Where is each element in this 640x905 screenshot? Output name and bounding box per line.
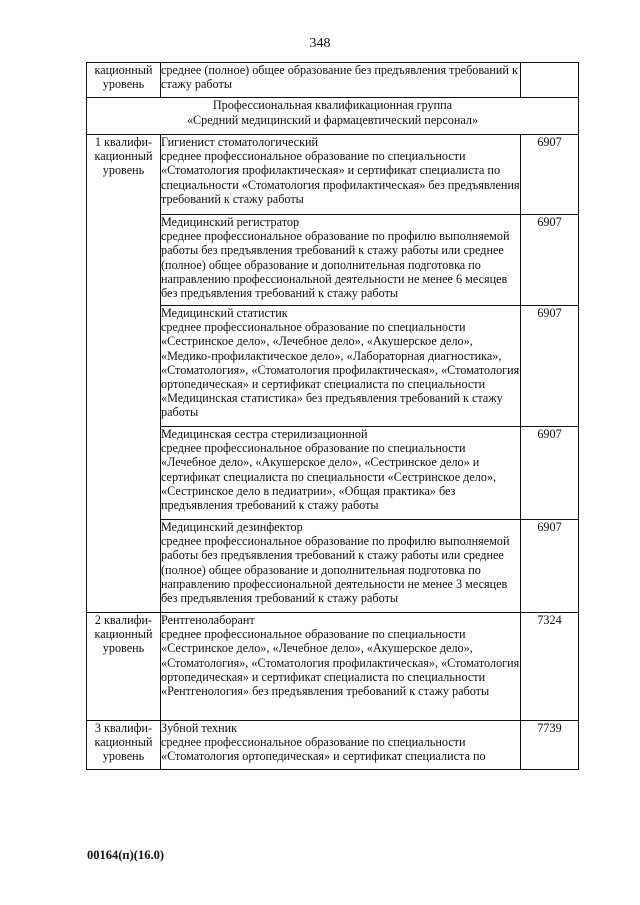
level-cell: 2 квалифи-кационный уровень [87, 613, 161, 721]
salary-cell [521, 63, 579, 98]
position-requirements: среднее профессиональное образование по специальности «Стоматология профилактическая» и сертификат специалиста по специальности «Стоматология профилактическая» без предъявления требований к стажу работы [161, 149, 520, 206]
level-cell-empty [87, 427, 161, 520]
description-cell [161, 721, 521, 770]
table-row [87, 427, 579, 520]
level-cell-empty [87, 306, 161, 427]
position-title: Зубной техник [161, 721, 238, 735]
description-cell [161, 306, 521, 427]
group-heading-line1: Профессиональная квалификационная группа [212, 98, 453, 112]
position-requirements: среднее профессиональное образование по специальности «Сестринское дело», «Лечебное дело», «Акушерское дело», «Медико-профилактическое дело», «Лабораторная диагностика», «Стоматология», «Стоматология профилактическая», «Стоматология ортопедическая» и сертификат специалиста по специальности «Медицинская статистика» без предъявления требований к стажу работы [161, 320, 520, 420]
description-cell [161, 427, 521, 520]
position-title: Рентгенолаборант [161, 613, 255, 627]
salary-cell: 6907 [521, 520, 579, 613]
salary-cell: 6907 [521, 427, 579, 520]
table-row [87, 63, 579, 98]
page-number: 348 [309, 36, 331, 51]
level-cell: 3 квалифи-кационный уровень [87, 721, 161, 770]
table-row [87, 306, 579, 427]
table-row [87, 215, 579, 306]
table-row [87, 613, 579, 721]
salary-cell: 6907 [521, 306, 579, 427]
position-requirements: среднее профессиональное образование по специальности «Лечебное дело», «Акушерское дело», «Сестринское дело» и сертификат специалиста по специальности «Сестринское дело», «Сестринское дело в педиатрии», «Общая практика» без предъявления требований к стажу работы [161, 441, 497, 513]
document-code: 00164(п)(16.0) [87, 848, 164, 862]
description-cell [161, 215, 521, 306]
level-cell-empty [87, 520, 161, 613]
position-requirements: среднее профессиональное образование по специальности «Стоматология ортопедическая» и сертификат специалиста по [161, 735, 486, 764]
level-cell: 1 квалифи-кационный уровень [87, 135, 161, 215]
group-heading-row [87, 98, 579, 135]
position-requirements: среднее профессиональное образование по профилю выполняемой работы без предъявления требований к стажу работы или среднее (полное) общее образование и дополнительная подготовка по направлению профессиональной деятельности не менее 3 месяцев без предъявления требований к стажу работы [161, 534, 510, 606]
level-cell-empty [87, 215, 161, 306]
position-requirements: среднее профессиональное образование по специальности «Сестринское дело», «Лечебное дело», «Акушерское дело», «Стоматология», «Стоматология профилактическая», «Стоматология ортопедическая» и сертификат специалиста по специальности «Рентгенология» без предъявления требований к стажу работы [161, 627, 520, 699]
table-row [87, 721, 579, 770]
group-heading-line2: «Средний медицинский и фармацевтический персонал» [186, 112, 479, 127]
table-row [87, 135, 579, 215]
salary-cell: 7324 [521, 613, 579, 721]
position-title: Медицинский статистик [161, 306, 288, 320]
description-cell [161, 613, 521, 721]
position-title: Медицинский дезинфектор [161, 520, 303, 534]
salary-cell: 6907 [521, 215, 579, 306]
group-heading [87, 98, 579, 135]
level-cell: кационный уровень [87, 63, 161, 98]
position-requirements: среднее профессиональное образование по профилю выполняемой работы без предъявления требований к стажу работы или среднее (полное) общее образование и дополнительная подготовка по направлению профессиональной деятельности не менее 6 месяцев без предъявления требований к стажу работы [161, 229, 510, 301]
position-title: Гигиенист стоматологический [161, 135, 319, 149]
position-title: Медицинский регистратор [161, 215, 300, 229]
description-cell [161, 520, 521, 613]
qualification-table [86, 62, 579, 770]
description-cell [161, 135, 521, 215]
description-cell: среднее (полное) общее образование без предъявления требований к стажу работы [161, 63, 521, 98]
position-title: Медицинская сестра стерилизационной [161, 427, 368, 441]
table-row [87, 520, 579, 613]
salary-cell: 6907 [521, 135, 579, 215]
salary-cell: 7739 [521, 721, 579, 770]
